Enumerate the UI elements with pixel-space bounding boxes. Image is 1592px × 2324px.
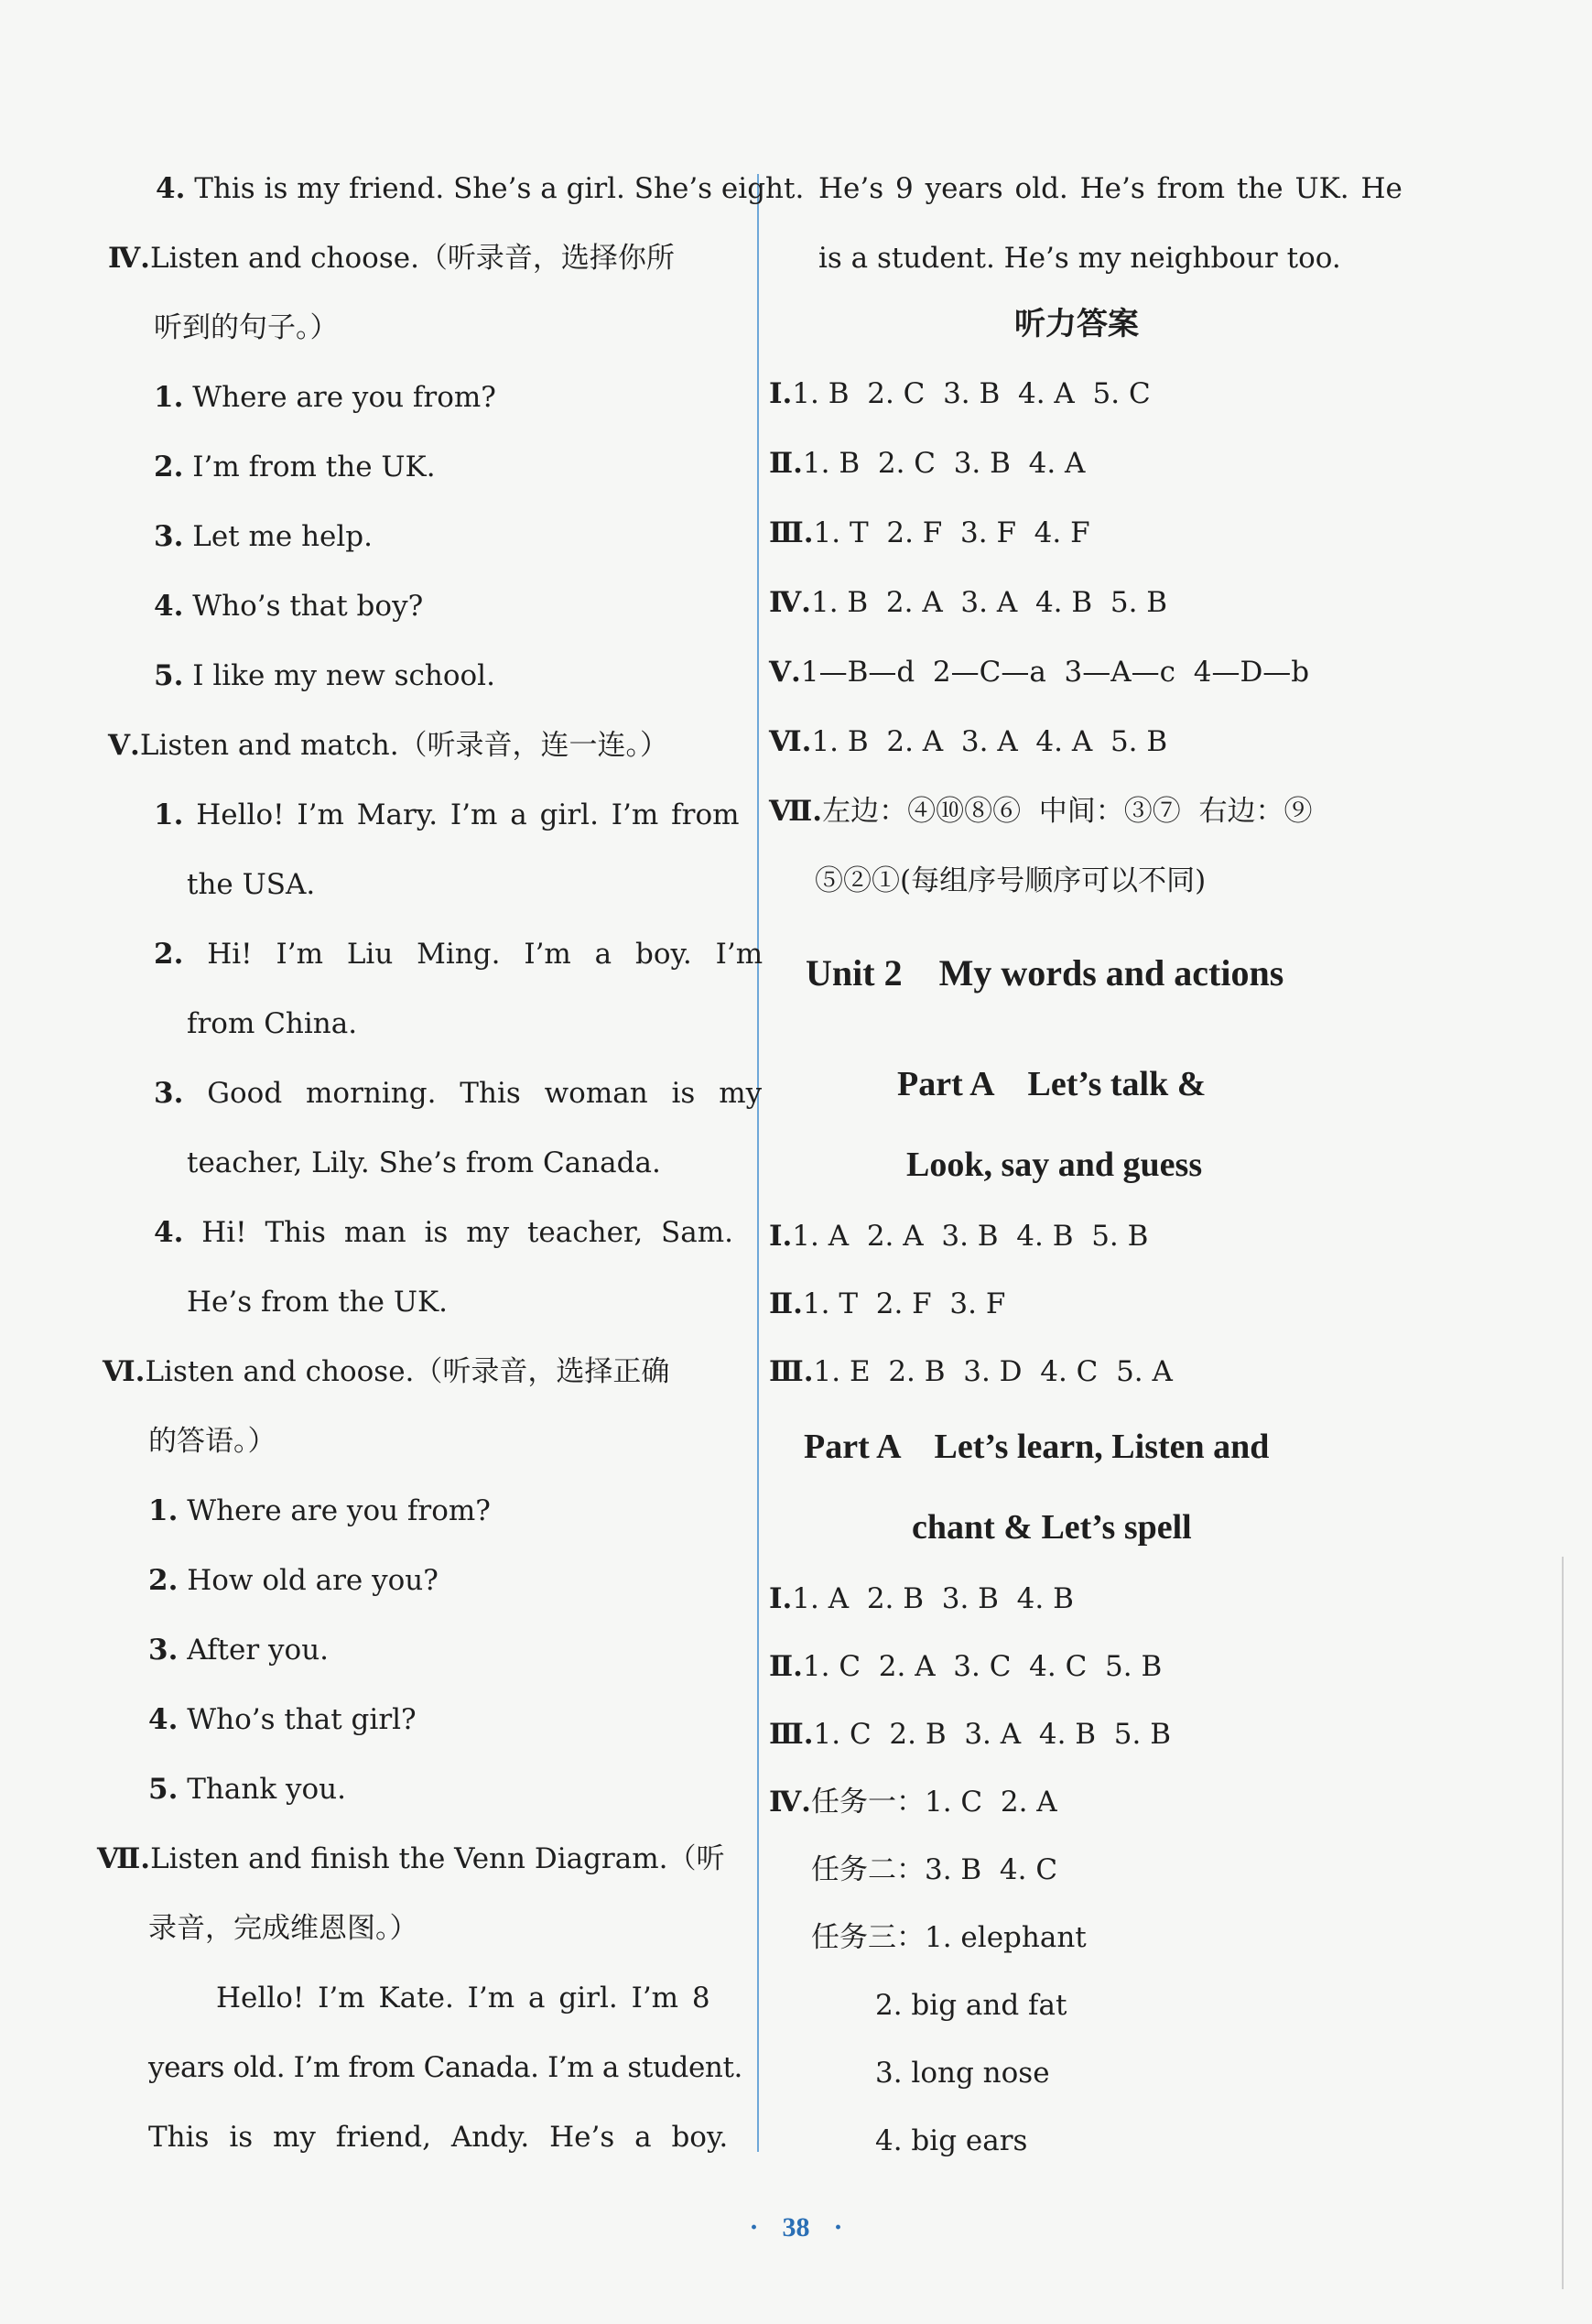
list-item: 3. Good morning. This woman is my xyxy=(154,1077,763,1110)
list-item-cont: the USA. xyxy=(187,868,316,901)
list-item: 2. I’m from the UK. xyxy=(154,451,436,483)
list-item: 1. Where are you from? xyxy=(154,381,496,414)
paragraph-line: This is my friend, Andy. He’s a boy. xyxy=(148,2121,729,2154)
answer-row: Ⅴ.1—B—d 2—C—a 3—A—c 4—D—b xyxy=(769,656,1310,689)
answer-row-cont: ⑤②①(每组序号顺序可以不同) xyxy=(815,864,1207,897)
part-title-cont: chant & Let’s spell xyxy=(912,1508,1192,1547)
list-item: 3. After you. xyxy=(148,1634,330,1667)
list-item-cont: He’s from the UK. xyxy=(187,1286,448,1319)
answer-row: Ⅵ.1. B 2. A 3. A 4. A 5. B xyxy=(769,725,1168,758)
list-item: 5. Thank you. xyxy=(148,1773,346,1806)
paragraph-line: Hello! I’m Kate. I’m a girl. I’m 8 xyxy=(216,1982,710,2014)
page-number-footer xyxy=(0,2212,1592,2243)
list-item: 2. Hi! I’m Liu Ming. I’m a boy. I’m xyxy=(154,938,764,971)
list-item: 4. Hi! This man is my teacher, Sam. xyxy=(154,1216,733,1249)
task-row: 任务二：3. B 4. C xyxy=(811,1853,1058,1886)
task-row: 任务三：1. elephant xyxy=(811,1921,1087,1954)
list-item: 5. I like my new school. xyxy=(154,659,495,692)
answer-row: Ⅰ.1. B 2. C 3. B 4. A 5. C xyxy=(769,377,1151,410)
section-vi-heading-cont: 的答语。） xyxy=(148,1425,276,1458)
answer-row: Ⅰ.1. A 2. B 3. B 4. B xyxy=(769,1582,1074,1615)
answer-row: Ⅲ.1. C 2. B 3. A 4. B 5. B xyxy=(769,1718,1171,1751)
column-divider xyxy=(757,174,759,2152)
footer-dot: · xyxy=(749,2212,759,2243)
answer-row: Ⅰ.1. A 2. A 3. B 4. B 5. B xyxy=(769,1220,1149,1253)
answer-row: Ⅳ.任务一：1. C 2. A xyxy=(769,1786,1057,1819)
task-item: 2. big and fat xyxy=(875,1989,1067,2022)
answer-row: Ⅱ.1. T 2. F 3. F xyxy=(769,1287,1006,1320)
list-item: 3. Let me help. xyxy=(154,520,373,553)
paragraph-line: He’s 9 years old. He’s from the UK. He xyxy=(818,172,1402,205)
section-iv-heading: Ⅳ.Listen and choose.（听录音，选择你所 xyxy=(108,242,675,275)
answer-row: Ⅶ.左边：④⑩⑧⑥ 中间：③⑦ 右边：⑨ xyxy=(769,795,1313,828)
footer-dot: · xyxy=(833,2212,843,2243)
task-item: 4. big ears xyxy=(875,2124,1028,2157)
answer-row: Ⅲ.1. T 2. F 3. F 4. F xyxy=(769,516,1090,549)
answer-row: Ⅲ.1. E 2. B 3. D 4. C 5. A xyxy=(769,1355,1173,1388)
section-iv-heading-cont: 听到的句子。） xyxy=(154,311,339,344)
list-item: 2. How old are you? xyxy=(148,1564,439,1597)
unit-title: Unit 2 My words and actions xyxy=(806,952,1284,994)
answer-row: Ⅱ.1. B 2. C 3. B 4. A xyxy=(769,447,1086,480)
list-item: 1. Hello! I’m Mary. I’m a girl. I’m from xyxy=(154,798,740,831)
section-vi-heading: Ⅵ.Listen and choose.（听录音，选择正确 xyxy=(103,1355,670,1388)
part-title: Part A Let’s learn, Listen and xyxy=(804,1428,1270,1466)
section-vii-heading-cont: 录音，完成维恩图。） xyxy=(148,1912,418,1945)
page-edge-line xyxy=(1562,1557,1564,2289)
text-line: 4. This is my friend. She’s a girl. She’s eight. xyxy=(156,172,805,205)
section-vii-heading: Ⅶ.Listen and finish the Venn Diagram.（听 xyxy=(97,1842,725,1875)
part-title-cont: Look, say and guess xyxy=(906,1146,1203,1184)
list-item-cont: from China. xyxy=(187,1007,358,1040)
task-item: 3. long nose xyxy=(875,2057,1050,2090)
answer-row: Ⅳ.1. B 2. A 3. A 4. B 5. B xyxy=(769,586,1168,619)
list-item: 1. Where are you from? xyxy=(148,1494,491,1527)
list-item-cont: teacher, Lily. She’s from Canada. xyxy=(187,1146,661,1179)
listening-answers-title: 听力答案 xyxy=(1014,306,1139,342)
paragraph-line: is a student. He’s my neighbour too. xyxy=(818,242,1341,275)
part-title: Part A Let’s talk & xyxy=(897,1065,1207,1103)
answer-row: Ⅱ.1. C 2. A 3. C 4. C 5. B xyxy=(769,1650,1163,1683)
section-v-heading: Ⅴ.Listen and match.（听录音，连一连。） xyxy=(108,729,669,762)
page-number: 38 xyxy=(782,2212,810,2243)
list-item: 4. Who’s that girl? xyxy=(148,1703,417,1736)
paragraph-line: years old. I’m from Canada. I’m a student. xyxy=(148,2051,742,2084)
list-item: 4. Who’s that boy? xyxy=(154,590,424,623)
